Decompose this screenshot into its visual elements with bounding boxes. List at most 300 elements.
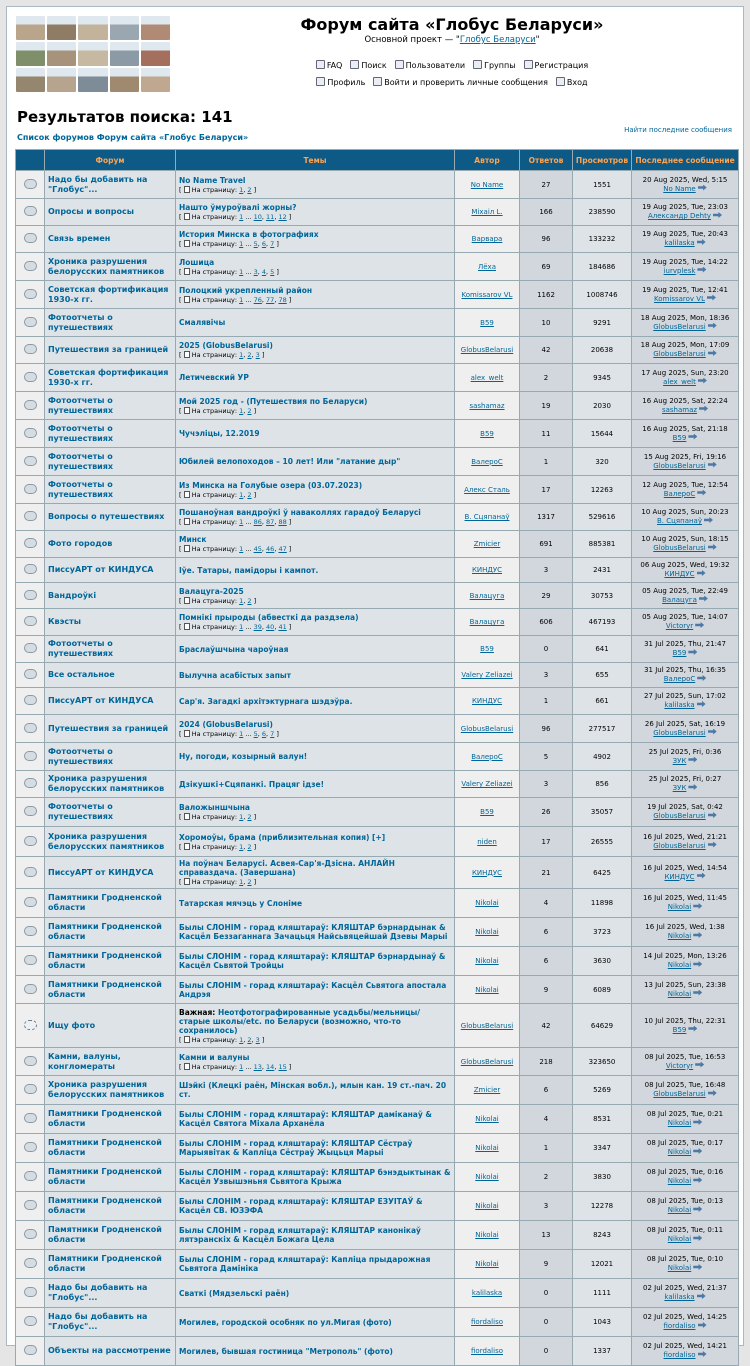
- nav-messages-link[interactable]: [373, 77, 548, 87]
- page-link[interactable]: 1: [239, 213, 244, 221]
- goto-last-post-icon[interactable]: [697, 490, 706, 496]
- forum-link[interactable]: Памятники Гродненской области: [48, 893, 162, 912]
- goto-last-post-icon[interactable]: [708, 544, 717, 550]
- row-icon-cell: [16, 918, 44, 946]
- page-link[interactable]: 1: [239, 596, 244, 605]
- page-link[interactable]: 15: [278, 1062, 287, 1071]
- last-post-author-link[interactable]: GlobusBelarusi: [653, 322, 706, 331]
- author-link[interactable]: Nikolai: [455, 1163, 519, 1191]
- last-post-author-link[interactable]: Nikolai: [667, 1119, 692, 1127]
- goto-last-post-icon[interactable]: [693, 1206, 702, 1212]
- last-post-author-link[interactable]: ВалероС: [663, 489, 696, 498]
- forum-link[interactable]: Советская фортификация 1930-х гг.: [48, 284, 169, 304]
- forum-link[interactable]: Памятники Гродненской области: [48, 951, 162, 970]
- forum-link[interactable]: Фотоотчеты о путешествиях: [48, 639, 114, 658]
- page-link[interactable]: 10: [253, 213, 262, 221]
- author-link[interactable]: Zmicier: [455, 531, 519, 557]
- page-link[interactable]: 77: [266, 295, 275, 304]
- last-post-author-link[interactable]: ЗУК: [672, 784, 687, 792]
- goto-last-post-icon[interactable]: [688, 649, 697, 655]
- author-link[interactable]: Nikolai: [455, 1250, 519, 1278]
- last-post-author-link[interactable]: ЗУК: [672, 756, 687, 765]
- goto-last-post-icon[interactable]: [699, 596, 708, 602]
- goto-last-post-icon[interactable]: [693, 903, 702, 909]
- author-link[interactable]: ВалероС: [455, 743, 519, 770]
- topic-link[interactable]: Былы СЛОНІМ - горад кляштараў: КЛЯШТАР канонікаў лятэранскіх & Касцёл Божага Цела: [179, 1226, 421, 1244]
- goto-last-post-icon[interactable]: [697, 675, 706, 681]
- goto-last-post-icon[interactable]: [713, 212, 722, 218]
- page-link[interactable]: 1: [239, 267, 244, 276]
- goto-last-post-icon[interactable]: [698, 378, 707, 384]
- author-link[interactable]: Nikolai: [455, 976, 519, 1003]
- topic-pagination: [ На страницу: 1, 2 ]: [179, 878, 257, 886]
- last-post-author-link[interactable]: Nikolai: [667, 1264, 692, 1272]
- goto-last-post-icon[interactable]: [693, 1177, 702, 1183]
- replies-count: 96: [520, 226, 572, 252]
- author-link[interactable]: GlobusBelarusi: [455, 715, 519, 742]
- forum-link[interactable]: Фотоотчеты о путешествиях: [48, 746, 114, 766]
- author-link[interactable]: Лёха: [455, 253, 519, 280]
- goto-last-post-icon[interactable]: [708, 323, 717, 329]
- last-post-author-link[interactable]: GlobusBelarusi: [653, 544, 706, 552]
- goto-last-post-icon[interactable]: [693, 961, 702, 967]
- views-count: 9345: [573, 364, 631, 391]
- topic-cell: [176, 171, 454, 198]
- topic-link[interactable]: Могилев, городской особняк по ул.Мигая (фото): [179, 1317, 392, 1327]
- last-post-author-link[interactable]: Александр Dehty: [647, 212, 712, 220]
- page-link[interactable]: 87: [266, 518, 275, 526]
- forum-link[interactable]: Памятники Гродненской области: [48, 1225, 162, 1244]
- page-link[interactable]: 1: [239, 490, 244, 499]
- forum-link[interactable]: Хроника разрушения белорусских памятников: [48, 831, 165, 851]
- topic-link[interactable]: Валожыншчына: [179, 803, 250, 812]
- author-link[interactable]: sashamaz: [455, 392, 519, 419]
- page-link[interactable]: 11: [266, 213, 275, 221]
- last-post-author-link[interactable]: B59: [672, 433, 687, 442]
- topic-link[interactable]: Былы СЛОНІМ - горад кляштараў: КЛЯШТАР бэнэдыктынак & Касцёл Узвышэньня Сьвятога Крыжа: [179, 1168, 451, 1186]
- last-post-author-link[interactable]: No Name: [663, 184, 696, 193]
- page-link[interactable]: 1: [239, 878, 244, 886]
- topic-link[interactable]: Валацуга-2025: [179, 586, 244, 596]
- replies-count: 3: [520, 663, 572, 687]
- page-link[interactable]: 3: [255, 1035, 260, 1044]
- author-link[interactable]: B59: [455, 309, 519, 336]
- topic-link[interactable]: Сваткі (Мядзельскі раён): [179, 1288, 290, 1298]
- goto-last-post-icon[interactable]: [693, 1264, 702, 1270]
- topic-link[interactable]: 2024 (GlobusBelarusi): [179, 719, 273, 729]
- topic-link[interactable]: История Минска в фотографиях: [179, 230, 319, 239]
- views-count: 885381: [573, 531, 631, 557]
- topic-link[interactable]: Из Минска на Голубые озера (03.07.2023): [179, 480, 363, 490]
- forum-link[interactable]: Памятники Гродненской области: [48, 1196, 162, 1215]
- author-link[interactable]: kalilaska: [455, 1279, 519, 1307]
- goto-last-post-icon[interactable]: [695, 1062, 704, 1068]
- author-link[interactable]: КИНДУС: [455, 558, 519, 582]
- page-link[interactable]: 12: [278, 213, 287, 221]
- page-link[interactable]: 3: [255, 351, 260, 359]
- forum-link[interactable]: Памятники Гродненской области: [48, 1138, 162, 1157]
- forum-link[interactable]: Советская фортификация 1930-х гг.: [48, 367, 169, 387]
- page-link[interactable]: 5: [253, 240, 258, 248]
- page-link[interactable]: 2: [247, 842, 252, 851]
- goto-last-post-icon[interactable]: [697, 239, 706, 245]
- nav-profile-link[interactable]: [316, 77, 365, 87]
- goto-last-post-icon[interactable]: [708, 729, 717, 735]
- topic-link[interactable]: Сар'я. Загадкі архітэктурнага шэдэўра.: [179, 696, 353, 706]
- topic-link[interactable]: Полоцкий укрепленный район: [179, 285, 313, 295]
- author-link[interactable]: Nikolai: [455, 1192, 519, 1220]
- author-link[interactable]: ВалероС: [455, 448, 519, 475]
- goto-last-post-icon[interactable]: [704, 517, 713, 523]
- last-post-author-link[interactable]: ВалероС: [663, 675, 696, 683]
- last-post-author-link[interactable]: GlobusBelarusi: [653, 1090, 706, 1098]
- forum-cell: [45, 798, 175, 826]
- topic-link[interactable]: Помнікі прыроды (абвесткі да раздзела): [179, 613, 359, 622]
- goto-last-post-icon[interactable]: [698, 1322, 707, 1328]
- goto-last-post-icon[interactable]: [707, 295, 716, 301]
- last-post-author-link[interactable]: fiordaliso: [663, 1351, 696, 1359]
- forum-link[interactable]: Памятники Гродненской области: [48, 922, 162, 941]
- last-post-author-link[interactable]: kalilaska: [664, 701, 695, 709]
- author-link[interactable]: Алекс Сталь: [455, 476, 519, 503]
- author-link[interactable]: Nikolai: [455, 1105, 519, 1133]
- topic-link[interactable]: Ну, погоди, козырный валун!: [179, 752, 308, 761]
- page-link[interactable]: 14: [266, 1062, 275, 1071]
- topic-link[interactable]: Камни и валуны: [179, 1052, 250, 1062]
- forum-link[interactable]: Опросы и вопросы: [48, 207, 134, 216]
- page-link[interactable]: 2: [247, 596, 252, 605]
- last-post-author-link[interactable]: Nikolai: [667, 903, 692, 911]
- author-link[interactable]: GlobusBelarusi: [455, 1004, 519, 1047]
- page-link[interactable]: 5: [270, 267, 275, 276]
- forum-link[interactable]: Надо бы добавить на "Глобус"...: [48, 174, 148, 194]
- goto-last-post-icon[interactable]: [697, 701, 706, 707]
- author-link[interactable]: Nikolai: [455, 918, 519, 946]
- replies-count: 29: [520, 583, 572, 608]
- forum-link[interactable]: Хроника разрушения белорусских памятников: [48, 774, 165, 793]
- last-post-author-link[interactable]: КИНДУС: [664, 872, 695, 881]
- topic-pagination: [ На страницу: 1 ... 3, 4, 5 ]: [179, 267, 279, 276]
- page-link[interactable]: 41: [278, 623, 287, 631]
- author-link[interactable]: Komissarov VL: [455, 281, 519, 308]
- author-link[interactable]: No Name: [455, 171, 519, 198]
- table-header-row: [16, 150, 738, 170]
- forum-link[interactable]: Памятники Гродненской области: [48, 979, 162, 999]
- last-post-author-link[interactable]: Nikolai: [667, 1177, 692, 1185]
- nav-register-link[interactable]: [524, 60, 589, 70]
- topic-link[interactable]: Былы СЛОНІМ - горад кляштараў: КЛЯШТАР Сёстраў Марыявітак & Капліца Сёстраў Жыцьця Марыі: [179, 1139, 413, 1157]
- topic-link[interactable]: Нашто ўмуроўвалі жорны?: [179, 203, 297, 212]
- page-link[interactable]: 1: [239, 813, 244, 821]
- latest-posts-link[interactable]: Найти последние сообщения: [624, 126, 732, 134]
- author-link[interactable]: Валацуга: [455, 583, 519, 608]
- author-link[interactable]: Nikolai: [455, 1221, 519, 1249]
- forum-link[interactable]: Все остальное: [48, 670, 115, 679]
- topic-link[interactable]: Браслаўшчына чароўная: [179, 644, 289, 654]
- last-post-author-link[interactable]: Nikolai: [667, 989, 692, 998]
- forum-link[interactable]: Памятники Гродненской области: [48, 1109, 162, 1128]
- author-link[interactable]: Nikolai: [455, 1134, 519, 1162]
- topic-folder-icon: [24, 564, 37, 574]
- logo-photo-tile: [16, 16, 45, 40]
- goto-last-post-icon[interactable]: [697, 570, 706, 576]
- forum-link[interactable]: Надо бы добавить на "Глобус"...: [48, 1283, 148, 1302]
- forum-link[interactable]: Хроника разрушения белорусских памятников: [48, 256, 165, 276]
- page-link[interactable]: 6: [261, 240, 267, 248]
- goto-last-post-icon[interactable]: [693, 1119, 702, 1125]
- last-post-author-link[interactable]: sashamaz: [661, 405, 698, 414]
- goto-last-post-icon[interactable]: [698, 185, 707, 191]
- goto-last-post-icon[interactable]: [708, 350, 717, 356]
- page-link[interactable]: 1: [239, 295, 244, 304]
- last-post-author-link[interactable]: kalilaska: [664, 239, 695, 247]
- replies-count: 17: [520, 827, 572, 856]
- last-post-author-link[interactable]: GlobusBelarusi: [653, 812, 706, 820]
- author-link[interactable]: GlobusBelarusi: [455, 337, 519, 363]
- forum-link[interactable]: Ищу фото: [48, 1020, 96, 1030]
- topic-link[interactable]: Юбилей велопоходов – 10 лет! Или "латание дыр": [179, 457, 401, 466]
- goto-last-post-icon[interactable]: [698, 1351, 707, 1357]
- page-link[interactable]: 2: [247, 1035, 252, 1044]
- page-link[interactable]: 1: [239, 406, 244, 415]
- nav-faq-link[interactable]: [316, 60, 343, 70]
- page-link[interactable]: 47: [278, 545, 287, 553]
- last-post-author-link[interactable]: Victoryr: [665, 1061, 694, 1070]
- forum-link[interactable]: Путешествия за границей: [48, 723, 169, 733]
- author-link[interactable]: КИНДУС: [455, 857, 519, 888]
- page-link[interactable]: 1: [239, 351, 244, 359]
- forum-link[interactable]: Квэсты: [48, 617, 81, 626]
- page-link[interactable]: 40: [266, 623, 275, 631]
- forum-link[interactable]: Фотоотчеты о путешествиях: [48, 395, 114, 415]
- nav-bottom: [207, 77, 697, 87]
- forum-link[interactable]: Вандроўкі: [48, 590, 97, 600]
- page-link[interactable]: 4: [261, 267, 267, 276]
- topic-link[interactable]: Былы СЛОНІМ - горад кляштараў: КЛЯШТАР даміканаў & Касцёл Святога Міхала Арханёла: [179, 1110, 432, 1128]
- topic-link[interactable]: Дзікушкі+Сцяпанкі. Працяг ідзе!: [179, 779, 325, 789]
- page-link[interactable]: 1: [239, 623, 244, 631]
- topic-link[interactable]: No Name Travel: [179, 175, 246, 185]
- page-link[interactable]: 46: [266, 545, 275, 553]
- forum-link[interactable]: Фотоотчеты о путешествиях: [48, 479, 114, 499]
- table-row: [16, 947, 738, 975]
- forum-link[interactable]: Фото городов: [48, 539, 113, 548]
- topic-link[interactable]: Былы СЛОНІМ - горад кляштараў: Капліца прыдарожная Сьвятога Дамініка: [179, 1255, 431, 1273]
- site-logo[interactable]: [16, 16, 170, 92]
- last-post-author-link[interactable]: В. Сцяпанаў: [657, 517, 702, 525]
- last-post-author-link[interactable]: Валацуга: [662, 595, 697, 604]
- forum-link[interactable]: Связь времен: [48, 234, 111, 243]
- author-link[interactable]: Valery Zeliazei: [455, 771, 519, 797]
- forum-link[interactable]: Памятники Гродненской области: [48, 1167, 162, 1186]
- page-link[interactable]: 1: [239, 545, 244, 553]
- logo-photo-tile: [110, 42, 139, 66]
- author-link[interactable]: Nikolai: [455, 889, 519, 917]
- forum-link[interactable]: Вопросы о путешествиях: [48, 512, 165, 521]
- forum-link[interactable]: Путешествия за границей: [48, 345, 169, 354]
- nav-users-link[interactable]: [395, 60, 465, 70]
- topic-link[interactable]: Шэйкі (Клецкі раён, Мінская вобл.), млын кан. 19 ст.-пач. 20 ст.: [179, 1081, 447, 1099]
- page-link[interactable]: 86: [253, 518, 262, 526]
- page-link[interactable]: 7: [270, 240, 275, 248]
- goto-last-post-icon[interactable]: [693, 1235, 702, 1241]
- page-link[interactable]: 1: [239, 729, 244, 738]
- page-link[interactable]: 45: [253, 545, 262, 553]
- forum-link[interactable]: ПиссуАРТ от КИНДУСА: [48, 565, 154, 574]
- page-link[interactable]: 88: [278, 518, 287, 526]
- table-row: [16, 976, 738, 1003]
- page-link[interactable]: 39: [253, 623, 262, 631]
- page-link[interactable]: 1: [239, 1062, 244, 1071]
- author-link[interactable]: В. Сцяпанаў: [455, 504, 519, 530]
- forum-link[interactable]: Фотоотчеты о путешествиях: [48, 802, 114, 821]
- author-link[interactable]: B59: [455, 798, 519, 826]
- page-link[interactable]: 1: [239, 842, 244, 851]
- goto-last-post-icon[interactable]: [697, 1293, 706, 1299]
- goto-last-post-icon[interactable]: [708, 842, 717, 848]
- author-link[interactable]: Валацуга: [455, 609, 519, 635]
- topic-link[interactable]: Чучэліцы, 12.2019: [179, 429, 260, 438]
- topic-link[interactable]: Былы СЛОНІМ - горад кляштараў: КЛЯШТАР ЕЗУІТАЎ & Касцёл СВ. ЮЗЭФА: [179, 1197, 423, 1215]
- goto-last-post-icon[interactable]: [695, 622, 704, 628]
- table-row: [16, 771, 738, 797]
- last-post-cell: [632, 798, 738, 826]
- author-link[interactable]: niden: [455, 827, 519, 856]
- last-post-author-link[interactable]: alex_welt: [663, 377, 696, 386]
- last-post-author-link[interactable]: Nikolai: [667, 961, 692, 969]
- goto-last-post-icon[interactable]: [708, 1090, 717, 1096]
- page-link[interactable]: 13: [253, 1062, 262, 1071]
- forum-link[interactable]: ПиссуАРТ от КИНДУСА: [48, 867, 154, 877]
- page-link[interactable]: 2: [247, 490, 252, 499]
- last-post-author-link[interactable]: GlobusBelarusi: [653, 350, 706, 358]
- author-link[interactable]: alex_welt: [455, 364, 519, 391]
- last-post-author-link[interactable]: GlobusBelarusi: [653, 728, 706, 737]
- last-post-author-link[interactable]: B59: [672, 649, 687, 657]
- page-link[interactable]: 6: [261, 729, 267, 738]
- author-link[interactable]: КИНДУС: [455, 688, 519, 714]
- page-link[interactable]: 5: [253, 729, 258, 738]
- forum-index-link[interactable]: Список форумов Форум сайта «Глобус Беларуси»: [17, 133, 249, 142]
- forum-link[interactable]: Фотоотчеты о путешествиях: [48, 312, 114, 332]
- nav-groups-link[interactable]: [473, 60, 515, 70]
- topic-link[interactable]: Былы СЛОНІМ - горад кляштараў: КЛЯШТАР бэрнардынаў & Касцёл Сьвятой Тройцы: [179, 952, 446, 970]
- goto-last-post-icon[interactable]: [699, 406, 708, 412]
- topic-link[interactable]: Мой 2025 год - (Путешествия по Беларуси): [179, 396, 368, 406]
- author-link[interactable]: Valery Zeliazei: [455, 663, 519, 687]
- page-link[interactable]: 1: [239, 1035, 244, 1044]
- page-link[interactable]: 78: [278, 295, 287, 304]
- page-link[interactable]: 2: [247, 813, 252, 821]
- author-link[interactable]: Nikolai: [455, 947, 519, 975]
- page-link[interactable]: 1: [239, 185, 244, 194]
- forum-link[interactable]: Фотоотчеты о путешествиях: [48, 451, 114, 471]
- last-post-author-link[interactable]: Nikolai: [667, 1235, 692, 1243]
- forum-link[interactable]: Объекты на рассмотрение: [48, 1346, 171, 1355]
- goto-last-post-icon[interactable]: [693, 990, 702, 996]
- goto-last-post-icon[interactable]: [708, 462, 717, 468]
- goto-last-post-icon[interactable]: [688, 757, 697, 763]
- forum-link[interactable]: Фотоотчеты о путешествиях: [48, 423, 114, 443]
- nav-search-link[interactable]: [350, 60, 386, 70]
- last-post-author-link[interactable]: B59: [672, 1025, 687, 1034]
- goto-last-post-icon[interactable]: [708, 812, 717, 818]
- author-link[interactable]: fiordaliso: [455, 1337, 519, 1365]
- topic-link[interactable]: На поўнач Беларусі. Асвея-Сар'я-Дзісна. АНЛАЙН справаздача. (Завершана): [179, 859, 395, 877]
- page-link[interactable]: 76: [253, 295, 262, 304]
- author-link[interactable]: Mixaiл L.: [455, 199, 519, 225]
- goto-last-post-icon[interactable]: [697, 267, 706, 273]
- last-post-author-link[interactable]: Komissarov VL: [654, 294, 705, 303]
- goto-last-post-icon[interactable]: [693, 1148, 702, 1154]
- last-post-author-link[interactable]: Victoryr: [665, 622, 694, 630]
- last-post-author-link[interactable]: fiordaliso: [663, 1322, 696, 1330]
- last-post-author-link[interactable]: Nikolai: [667, 1148, 692, 1156]
- last-post-author-link[interactable]: kalilaska: [664, 1293, 695, 1301]
- author-link[interactable]: Zmicier: [455, 1076, 519, 1104]
- last-post-author-link[interactable]: GlobusBelarusi: [653, 841, 706, 850]
- last-post-author-link[interactable]: iurvplesk: [663, 266, 696, 275]
- author-link[interactable]: B59: [455, 636, 519, 662]
- author-link[interactable]: GlobusBelarusi: [455, 1048, 519, 1075]
- topic-link[interactable]: Лошица: [179, 257, 215, 267]
- main-project-link[interactable]: Глобус Беларуси: [459, 35, 536, 45]
- forum-link[interactable]: Хроника разрушения белорусских памятников: [48, 1080, 165, 1099]
- page-link[interactable]: 2: [247, 406, 252, 415]
- topic-link[interactable]: Пошаноўная вандроўкі ў наваколлях гарадоў Беларусі: [179, 508, 421, 517]
- page-link[interactable]: 1: [239, 518, 244, 526]
- topic-link[interactable]: Смалявічы: [179, 318, 226, 327]
- topic-link[interactable]: Неотфотографированные усадьбы/мельницы/старые школы/etc. по Беларуси (возможно, что-то сохранилось): [179, 1007, 421, 1035]
- last-post-cell: [632, 688, 738, 714]
- forum-link[interactable]: ПиссуАРТ от КИНДУСА: [48, 696, 154, 705]
- goto-last-post-icon[interactable]: [697, 873, 706, 879]
- forum-link[interactable]: Памятники Гродненской области: [48, 1254, 162, 1273]
- goto-last-post-icon[interactable]: [688, 1026, 697, 1032]
- topic-link[interactable]: Татарская мячэць у Слоніме: [179, 898, 303, 908]
- topic-link[interactable]: Могилев, бывшая гостиница "Метрополь" (фото): [179, 1346, 393, 1356]
- author-link[interactable]: Варвара: [455, 226, 519, 252]
- forum-link[interactable]: Камни, валуны, конгломераты: [48, 1051, 121, 1071]
- page-link[interactable]: 2: [247, 185, 252, 194]
- page-link[interactable]: 2: [247, 878, 252, 886]
- author-link[interactable]: B59: [455, 420, 519, 447]
- page-link[interactable]: 7: [270, 729, 275, 738]
- replies-count: 13: [520, 1221, 572, 1249]
- last-post-author-link[interactable]: Nikolai: [667, 932, 692, 940]
- topic-link[interactable]: Вылучна асабістых запыт: [179, 670, 292, 680]
- page-link[interactable]: 1: [239, 240, 244, 248]
- topic-link[interactable]: Хоромоўы, брама (приблизительная копия) [+]: [179, 832, 386, 842]
- topic-link[interactable]: Минск: [179, 535, 207, 544]
- topic-link[interactable]: Былы СЛОНІМ - горад кляштараў: Касцёл Сьвятога апостала Андрэя: [179, 980, 447, 999]
- last-post-author-link[interactable]: GlobusBelarusi: [653, 461, 706, 470]
- topic-link[interactable]: Іўе. Татары, памідоры і кампот.: [179, 565, 319, 575]
- last-post-author-link[interactable]: КИНДУС: [664, 570, 695, 578]
- last-post-author-link[interactable]: Nikolai: [667, 1206, 692, 1214]
- author-link[interactable]: fiordaliso: [455, 1308, 519, 1336]
- topic-link[interactable]: 2025 (GlobusBelarusi): [179, 341, 273, 350]
- topic-link[interactable]: Былы СЛОНІМ - горад кляштараў: КЛЯШТАР бэрнардынак & Касцёл Беззаганнага Зачацьця Найсьвяцейшай Дзевы Марыі: [179, 923, 448, 941]
- page-link[interactable]: 3: [253, 267, 258, 276]
- goto-last-post-icon[interactable]: [688, 434, 697, 440]
- goto-last-post-icon[interactable]: [688, 784, 697, 790]
- goto-last-post-icon[interactable]: [693, 932, 702, 938]
- nav-login-link[interactable]: [556, 77, 588, 87]
- topic-link[interactable]: Летичевский УР: [179, 373, 249, 382]
- page-link[interactable]: 2: [247, 351, 252, 359]
- forum-link[interactable]: Надо бы добавить на "Глобус"...: [48, 1312, 148, 1331]
